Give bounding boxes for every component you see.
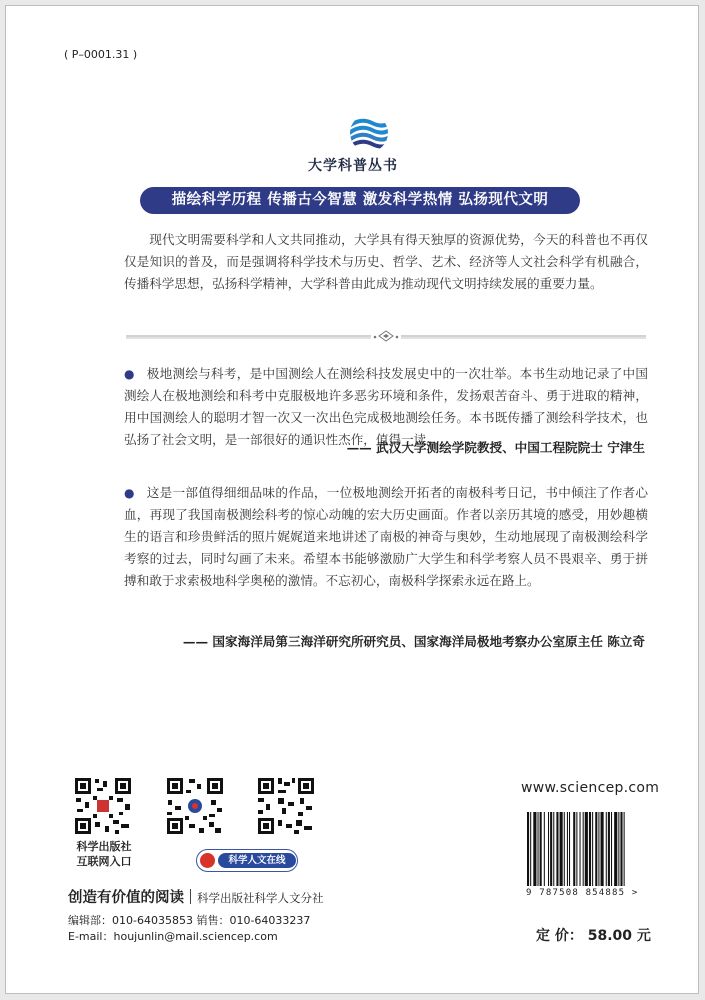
bullet-icon: ● <box>124 486 135 500</box>
endorsement-1-author: —— 武汉大学测绘学院教授、中国工程院院士 宁津生 <box>346 440 645 455</box>
slogan-text: 创造有价值的阅读 <box>68 890 184 906</box>
slogan-separator <box>190 889 191 904</box>
endorsement-2 <box>124 482 648 592</box>
publisher-website: www.sciencep.com <box>521 780 660 796</box>
contact-email: E-mail：houjunlin@mail.sciencep.com <box>68 930 278 943</box>
series-title: 大学科普丛书 <box>308 158 398 174</box>
barcode-digits: 9 787508 854885 > <box>526 888 639 898</box>
editorial-phone: 编辑部：010-64035853 销售：010-64033237 <box>68 914 311 927</box>
back-cover <box>5 5 699 994</box>
qr-caption-line2: 互联网入口 <box>76 855 132 868</box>
qr-code-icon <box>165 776 225 836</box>
endorsement-2-author: —— 国家海洋局第三海洋研究所研究员、国家海洋局极地考察办公室原主任 陈立奇 <box>182 634 645 649</box>
endorsement-1-text: 极地测绘与科考，是中国测绘人在测绘科技发展史中的一次壮举。本书生动地记录了中国测绘人在极地测绘和科考中克服极地许多恶劣环境和条件，发扬艰苦奋斗、勇于进取的精神，用中国测绘人的聪明才智一次又一次出色完成极地测绘任务。本书既传播了测绘科学技术，也弘扬了社会文明，是一部很好的通识性杰作，值得一读。 <box>124 366 648 447</box>
bullet-icon: ● <box>124 367 135 381</box>
catalog-code: ( P–0001.31 ) <box>64 48 138 61</box>
logo-circle-icon <box>200 853 215 868</box>
price-label: 定 价： 58.00 元 <box>536 928 651 944</box>
publisher-division: 科学出版社科学人文分社 <box>197 891 324 905</box>
qr-code-icon <box>73 776 133 836</box>
humanities-logo-label: 科学人文在线 <box>218 853 296 868</box>
wave-globe-logo-icon <box>346 111 392 155</box>
endorsement-2-text: 这是一部值得细细品味的作品，一位极地测绘开拓者的南极科考日记，书中倾注了作者心血，再现了我国南极测绘科考的惊心动魄的宏大历史画面。作者以亲历其境的感受，用妙趣横生的语言和珍贵鲜活的照片娓娓道来地讲述了南极的神奇与奥妙，生动地展现了南极测绘科学考察的过去，同时勾画了未来。希望本书能够激励广大学生和科学考察人员不畏艰辛、勇于拼搏和敢于求索极地科学奥秘的激情。不忘初心，南极科学探索永远在路上。 <box>124 485 648 588</box>
reading-slogan <box>68 886 324 907</box>
divider-diamond-icon <box>126 329 646 343</box>
qr-code-icon <box>256 776 316 836</box>
qr-caption-line1: 科学出版社 <box>76 840 132 853</box>
intro-paragraph: 现代文明需要科学和人文共同推动，大学具有得天独厚的资源优势，今天的科普也不再仅仅是知识的普及，而是强调将科学技术与历史、哲学、艺术、经济等人文社会科学有机融合，传播科学思想，弘扬科学精神，大学科普由此成为推动现代文明持续发展的重要力量。 <box>124 232 648 291</box>
slogan-banner: 描绘科学历程 传播古今智慧 激发科学热情 弘扬现代文明 <box>140 187 580 214</box>
humanities-online-logo <box>196 849 298 872</box>
